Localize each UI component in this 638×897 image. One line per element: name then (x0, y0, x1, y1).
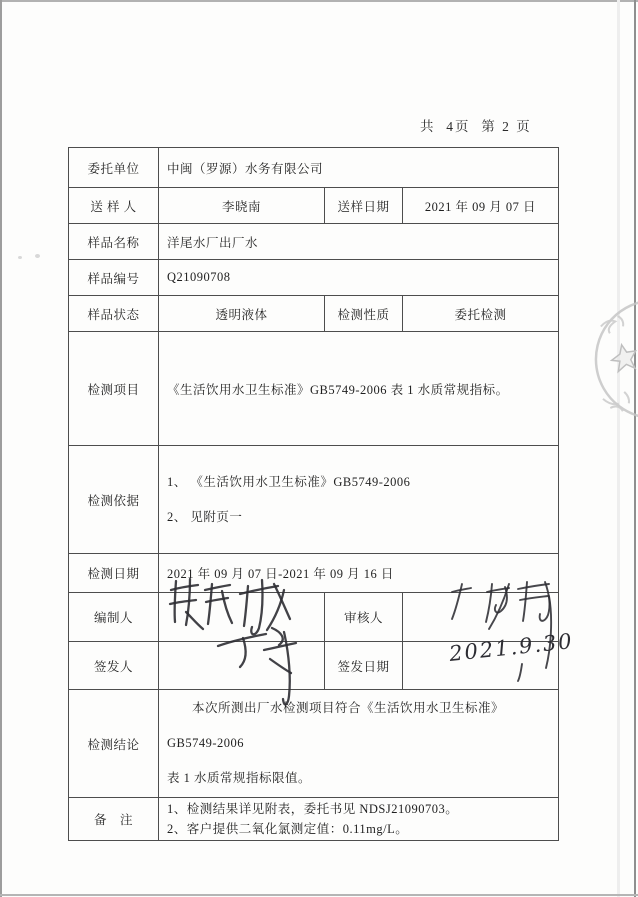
sample-no-label: 样品编号 (69, 260, 159, 296)
conclusion-line1: 本次所测出厂水检测项目符合《生活饮用水卫生标准》GB5749-2006 (167, 701, 505, 750)
remark-value (159, 798, 559, 841)
client-label: 委托单位 (69, 148, 159, 188)
report-table (68, 147, 559, 841)
test-nature-value: 委托检测 (403, 296, 559, 332)
test-basis-line2: 2、 见附页一 (167, 509, 243, 524)
reviewer-signature-cell (403, 593, 559, 642)
remark-line2: 2、客户提供二氧化氯测定值：0.11mg/L。 (167, 822, 409, 836)
test-items-label: 检测项目 (69, 332, 159, 446)
remark-line1: 1、检测结果详见附表，委托书见 NDSJ21090703。 (167, 802, 459, 816)
sampling-date-label: 送样日期 (325, 188, 403, 224)
remark-label: 备 注 (69, 798, 159, 841)
sampler-label: 送 样 人 (69, 188, 159, 224)
sample-state-value: 透明液体 (159, 296, 325, 332)
official-seal-stamp (588, 293, 638, 426)
sample-state-label: 样品状态 (69, 296, 159, 332)
issuer-label: 签发人 (69, 642, 159, 690)
test-date-label: 检测日期 (69, 554, 159, 593)
test-basis-label: 检测依据 (69, 446, 159, 554)
preparer-label: 编制人 (69, 593, 159, 642)
sample-name-value: 洋尾水厂出厂水 (159, 224, 559, 260)
issue-date-cell (403, 642, 559, 690)
test-items-value: 《生活饮用水卫生标准》GB5749-2006 表 1 水质常规指标。 (159, 332, 559, 446)
conclusion-label: 检测结论 (69, 690, 159, 798)
test-date-value: 2021 年 09 月 07 日-2021 年 09 月 16 日 (159, 554, 559, 593)
scan-paper-fold-shadow (617, 0, 620, 897)
client-value: 中闽（罗源）水务有限公司 (159, 148, 559, 188)
preparer-signature-cell (159, 593, 325, 642)
seal-text-mark (600, 315, 625, 334)
sampler-value: 李晓南 (159, 188, 325, 224)
conclusion-value (159, 690, 559, 798)
conclusion-line2: 表 1 水质常规指标限值。 (167, 771, 312, 785)
sample-name-label: 样品名称 (69, 224, 159, 260)
scan-speck (18, 256, 22, 259)
issue-date-handwritten-value: 2021.9.30 (448, 629, 575, 666)
sample-no-value: Q21090708 (159, 260, 559, 296)
scan-edge-bottom (0, 894, 638, 896)
test-basis-line1: 1、 《生活饮用水卫生标准》GB5749-2006 (167, 474, 411, 489)
scan-edge-right (634, 0, 636, 897)
seal-text-mark (602, 391, 630, 413)
reviewer-label: 审核人 (325, 593, 403, 642)
test-basis-value (159, 446, 559, 554)
page-number: 共 4页 第 2 页 (420, 119, 532, 134)
issue-date-label: 签发日期 (325, 642, 403, 690)
scan-speck (35, 254, 40, 258)
sampling-date-value: 2021 年 09 月 07 日 (403, 188, 559, 224)
seal-star-icon (610, 343, 638, 372)
seal-ring (588, 293, 638, 426)
scan-edge-top (0, 0, 638, 2)
test-nature-label: 检测性质 (325, 296, 403, 332)
issuer-signature-cell (159, 642, 325, 690)
scan-edge-left (0, 0, 2, 897)
